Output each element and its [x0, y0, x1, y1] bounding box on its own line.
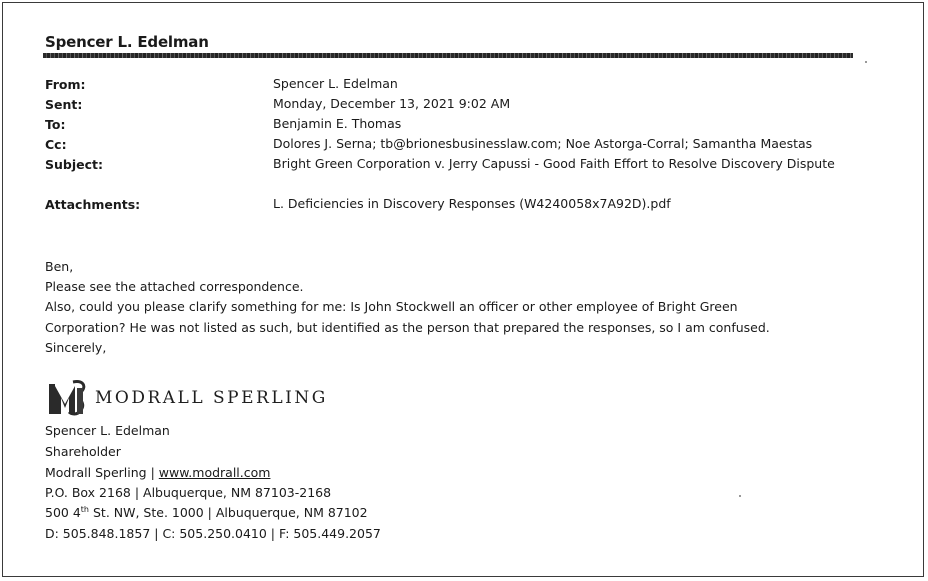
- separator: |: [150, 465, 155, 480]
- modrall-sperling-logo-mark-icon: [47, 378, 89, 418]
- firm-website-link[interactable]: www.modrall.com: [158, 465, 271, 480]
- subject-value: Bright Green Corporation v. Jerry Capussi - Good Faith Effort to Resolve Discovery Dispute: [273, 156, 835, 171]
- signature-name: Spencer L. Edelman: [45, 423, 170, 438]
- sender-name-heading: Spencer L. Edelman: [45, 33, 209, 51]
- from-label: From:: [45, 77, 86, 92]
- to-label: To:: [45, 117, 66, 132]
- attachment-file[interactable]: L. Deficiencies in Discovery Responses (W4240058x7A92D).pdf: [273, 196, 671, 211]
- signature-phones: D: 505.848.1857 | C: 505.250.0410 | F: 505.449.2057: [45, 526, 381, 541]
- scan-speck: [739, 495, 741, 497]
- signature-firm-line: [45, 465, 270, 480]
- subject-label: Subject:: [45, 157, 103, 172]
- firm-logo-text: MODRALL SPERLING: [95, 388, 328, 408]
- attachments-label: Attachments:: [45, 197, 141, 212]
- from-value: Spencer L. Edelman: [273, 76, 398, 91]
- signature-street-address: [45, 505, 368, 520]
- closing: Sincerely,: [45, 340, 107, 355]
- street-rest: St. NW, Ste. 1000 | Albuquerque, NM 87102: [89, 505, 368, 521]
- to-value: Benjamin E. Thomas: [273, 116, 402, 131]
- sent-value: Monday, December 13, 2021 9:02 AM: [273, 96, 511, 111]
- scan-speck: [865, 61, 867, 63]
- body-line-1: Please see the attached correspondence.: [45, 279, 304, 294]
- sent-label: Sent:: [45, 97, 83, 112]
- cc-value: Dolores J. Serna; tb@brionesbusinesslaw.com; Noe Astorga-Corral; Samantha Maestas: [273, 136, 813, 151]
- firm-logo: [47, 378, 347, 418]
- body-line-2: Also, could you please clarify something for me: Is John Stockwell an officer or other employee of Bright Green: [45, 299, 738, 314]
- greeting: Ben,: [45, 259, 74, 274]
- street-number: 500 4: [45, 505, 81, 521]
- signature-po-box: P.O. Box 2168 | Albuquerque, NM 87103-2168: [45, 485, 332, 500]
- signature-title: Shareholder: [45, 444, 121, 459]
- street-suffix: th: [80, 505, 90, 514]
- heading-divider: [43, 53, 853, 58]
- email-printout: [2, 2, 924, 577]
- body-line-3: Corporation? He was not listed as such, but identified as the person that prepared the responses, so I am confused.: [45, 320, 770, 335]
- signature-firm: Modrall Sperling: [45, 465, 147, 480]
- cc-label: Cc:: [45, 137, 67, 152]
